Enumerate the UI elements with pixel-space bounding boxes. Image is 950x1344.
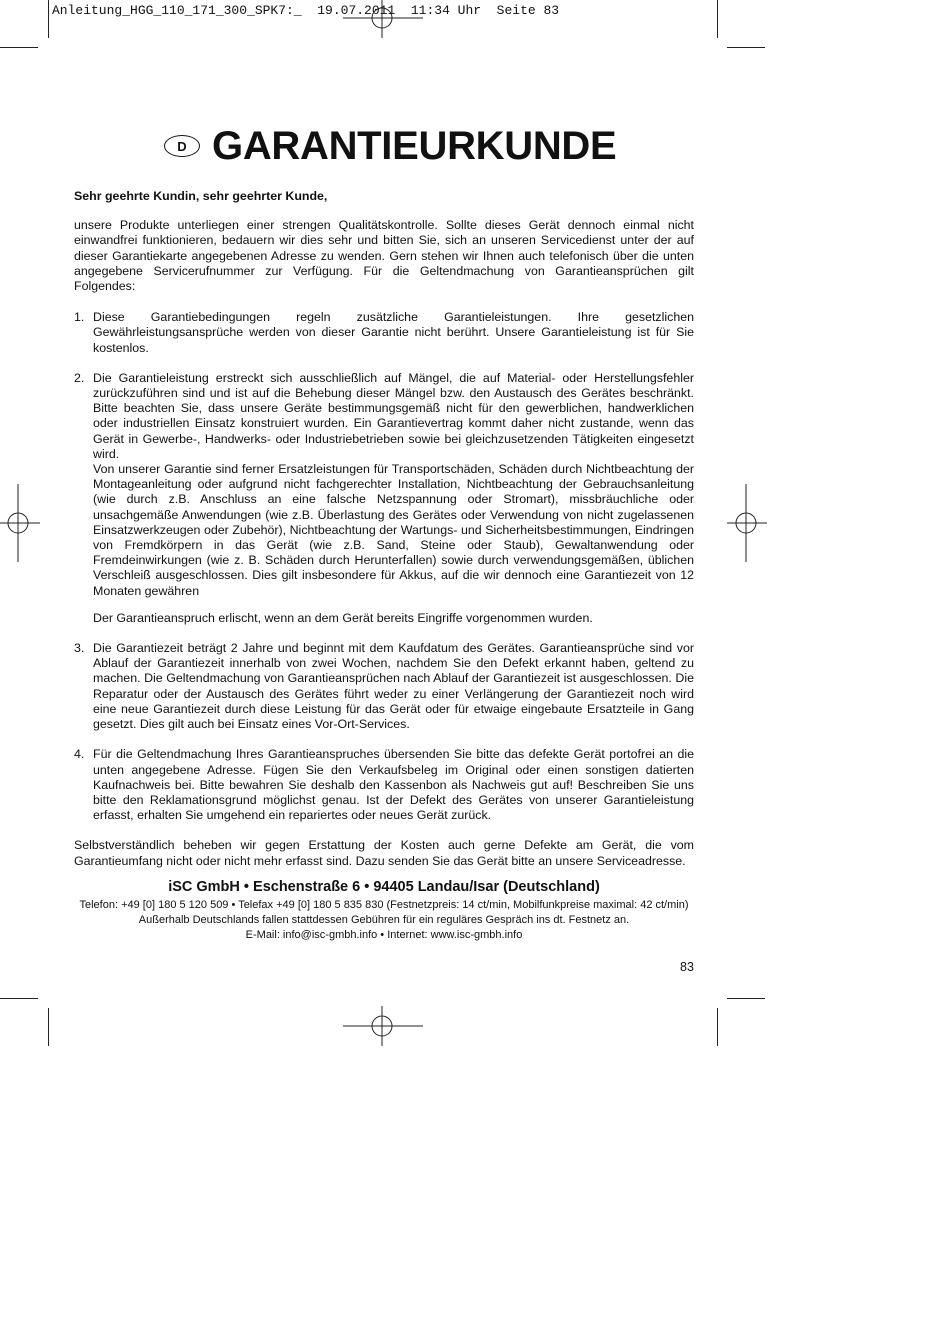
crop-mark — [0, 998, 38, 999]
company-name: iSC GmbH • Eschenstraße 6 • 94405 Landau/Isar (Deutschland) — [168, 879, 600, 895]
page-number: 83 — [680, 960, 694, 974]
salutation: Sehr geehrte Kundin, sehr geehrter Kunde, — [74, 189, 328, 203]
crop-mark — [48, 0, 49, 38]
page-heading — [164, 122, 616, 170]
crop-mark — [48, 1008, 49, 1046]
company-abroad-note: Außerhalb Deutschlands fallen stattdessen Gebühren für ein reguläres Gespräch ins dt. Festnetz an. — [138, 914, 630, 926]
crop-mark — [717, 0, 718, 38]
list-item-text: Von unserer Garantie sind ferner Ersatzleistungen für Transportschäden, Schäden durch Nichtbeachtung der Montageanleitung oder aufgrund nicht fachgerechter Installation, Nichtbeachtung der Gebrauchsanleitung (wie durch z.B. Anschluss an eine falsche Netzspannung oder Stromart), missbräuchliche oder unsachgemäße Anwendungen (wie z.B. Überlastung des Gerätes oder Verwendung von nicht zugelassenen Einsatzwerkzeugen oder Zubehör), Nichtbeachtung der Wartungs- und Sicherheitsbestimmungen, Eindringen von Fremdkörpern in das Gerät (wie z.B. Sand, Steine oder Staub), Gewaltanwendung oder Fremdeinwirkungen (wie z. B. Schäden durch Herunterfallen) sowie durch verwendungsgemäßen, üblichen Verschleiß ausgeschlossen. Dies gilt insbesondere für Akkus, auf die wir dennoch eine Garantiezeit von 12 Monaten gewähren — [93, 462, 694, 598]
list-item — [74, 747, 694, 823]
registration-mark-icon — [0, 484, 40, 562]
company-contact: E-Mail: info@isc-gmbh.info • Internet: www.isc-gmbh.info — [245, 929, 523, 941]
crop-mark — [727, 47, 765, 48]
closing-paragraph: Selbstverständlich beheben wir gegen Erstattung der Kosten auch gerne Defekte am Gerät, die vom Garantieumfang nicht oder nicht mehr erfasst sind. Dazu senden Sie das Gerät bitte an unsere Serviceadresse. — [74, 838, 694, 868]
company-info — [74, 879, 694, 943]
intro-paragraph: unsere Produkte unterliegen einer strengen Qualitätskontrolle. Sollte dieses Gerät dennoch einmal nicht einwandfrei funktionieren, bedauern wir dies sehr und bitten Sie, sich an unseren Servicedienst unter der auf dieser Garantiekarte angegebenen Adresse zu wenden. Gern stehen wir Ihnen auch telefonisch über die unten angegebene Servicerufnummer zur Verfügung. Für die Geltendmachung von Garantieansprüchen gilt Folgendes: — [74, 218, 694, 294]
list-item-number: 2. — [74, 370, 85, 385]
list-item-text: Die Garantiezeit beträgt 2 Jahre und beginnt mit dem Kaufdatum des Gerätes. Garantieansprüche sind vor Ablauf der Garantiezeit innerhalb von zwei Wochen, nachdem Sie den Defekt erkannt haben, geltend zu machen. Die Geltendmachung von Garantieansprüchen nach Ablauf der Garantiezeit ist ausgeschlossen. Die Reparatur oder der Austausch des Gerätes führt weder zu einer Verlängerung der Garantiezeit noch wird eine neue Garantiezeit durch diese Leistung für das Gerät oder für etwaige eingebaute Ersatzteile in Gang gesetzt. Dies gilt auch bei Einsatz eines Vor-Ort-Services. — [93, 641, 694, 732]
print-slug: Anleitung_HGG_110_171_300_SPK7:_ 19.07.2011 11:34 Uhr Seite 83 — [52, 3, 560, 18]
crop-mark — [0, 47, 38, 48]
list-item-number: 3. — [74, 641, 85, 656]
registration-mark-icon — [343, 0, 423, 38]
list-item-number: 1. — [74, 310, 85, 325]
registration-mark-icon — [727, 484, 767, 562]
list-item-text: Der Garantieanspruch erlischt, wenn an dem Gerät bereits Eingriffe vorgenommen wurden. — [93, 610, 593, 625]
page-title: GARANTIEURKUNDE — [212, 124, 617, 168]
list-item-text: Die Garantieleistung erstreckt sich ausschließlich auf Mängel, die auf Material- oder Herstellungsfehler zurückzuführen sind und ist auf die Behebung dieser Mängel bzw. den Austausch des Gerätes beschränkt. Bitte beachten Sie, dass unsere Geräte bestimmungsgemäß nicht für den gewerblichen, handwerklichen oder industriellen Einsatz konstruiert wurden. Ein Garantievertrag kommt daher nicht zustande, wenn das Gerät in Gewerbe-, Handwerks- oder Industriebetrieben sowie bei gleichzusetzenden Tätigkeiten eingesetzt wird. — [93, 370, 694, 461]
document-body — [74, 189, 694, 869]
crop-mark — [717, 1008, 718, 1046]
list-item-number: 4. — [74, 747, 85, 762]
list-item-text: Für die Geltendmachung Ihres Garantieanspruches übersenden Sie bitte das defekte Gerät portofrei an die unten angegebene Adresse. Fügen Sie den Verkaufsbeleg im Original oder einen sonstigen datierten Kaufnachweis bei. Bitte bewahren Sie deshalb den Kassenbon als Nachweis gut auf! Beschreiben Sie uns bitte den Reklamationsgrund möglichst genau. Ist der Defekt des Gerätes von unserer Garantieleistung erfasst, erhalten Sie umgehend ein repariertes oder neues Gerät zurück. — [93, 747, 694, 823]
registration-mark-icon — [343, 1006, 423, 1046]
list-item — [74, 371, 694, 626]
company-phone: Telefon: +49 [0] 180 5 120 509 • Telefax +49 [0] 180 5 835 830 (Festnetzpreis: 14 ct/min, Mobilfunkpreise maximal: 42 ct/min) — [79, 899, 689, 911]
crop-mark — [727, 998, 765, 999]
list-item — [74, 310, 694, 356]
language-badge: D — [164, 135, 200, 157]
list-item — [74, 641, 694, 732]
list-item-text: Diese Garantiebedingungen regeln zusätzliche Garantieleistungen. Ihre gesetzlichen Gewährleistungsansprüche werden von dieser Garantie nicht berührt. Unsere Garantieleistung ist für Sie kostenlos. — [93, 310, 694, 355]
